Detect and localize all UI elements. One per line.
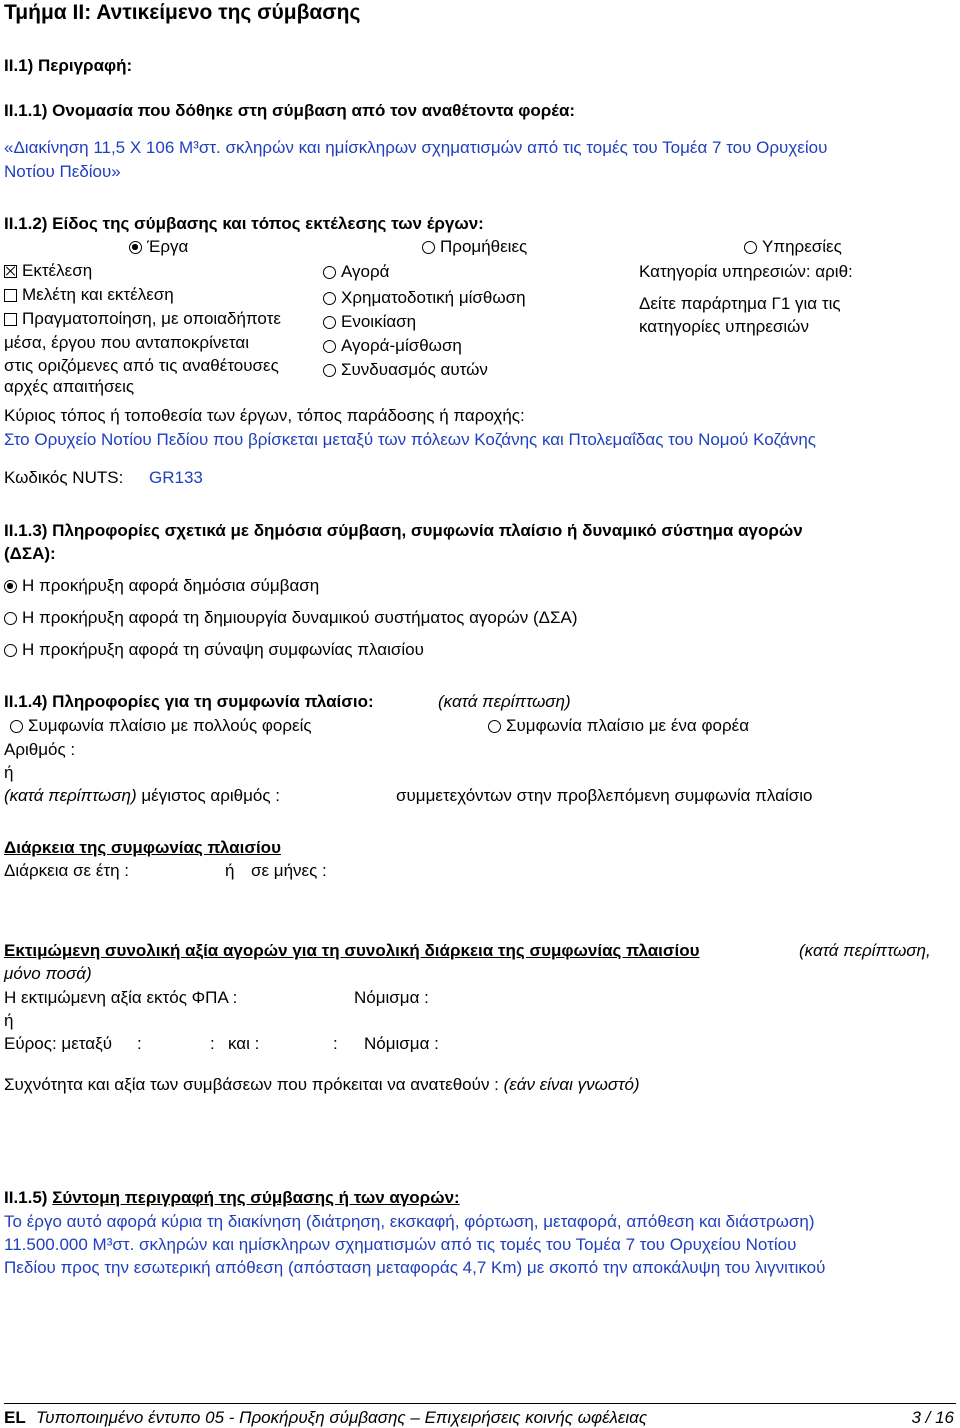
notice-dps[interactable] [4,608,578,628]
or-text: ή [4,763,14,782]
description-line3: Πεδίου προς την εσωτερική απόθεση (απόσταση μεταφοράς 4,7 Km) με σκοπό την αποκάλυψη του λιγνιτικού [4,1258,826,1277]
radio-empty-icon [488,720,501,733]
framework-single-label: Συμφωνία πλαίσιο με ένα φορέα [506,716,750,735]
radio-empty-icon [323,364,336,377]
works-design-execution-label: Μελέτη και εκτέλεση [22,285,174,304]
radio-empty-icon [422,241,435,254]
contract-name-line1: «Διακίνηση 11,5 Χ 106 Μ³στ. σκληρών και ημίσκληρων σχηματισμών από τις τομές του Τομέα 7 του Ορυχείου [4,138,828,157]
section-ii14-heading: ΙΙ.1.4) Πληροφορίες για τη συμφωνία πλαίσιο: [4,692,374,711]
works-realisation-line4: αρχές απαιτήσεις [4,377,135,396]
section-ii15-prefix: ΙΙ.1.5) [4,1188,48,1207]
radio-empty-icon [323,340,336,353]
supplies-hire-purchase-label: Αγορά-μίσθωση [341,336,462,355]
section-ii15-heading [4,1188,460,1208]
description-line1: Το έργο αυτό αφορά κύρια τη διακίνηση (διάτρηση, εκσκαφή, φόρτωση, μεταφορά, απόθεση και διάστρωση) [4,1212,815,1231]
range-between-label: Εύρος: μεταξύ [4,1034,112,1053]
value-ex-vat-label: Η εκτιμώμενη αξία εκτός ΦΠΑ : [4,988,238,1007]
location-value: Στο Ορυχείο Νοτίου Πεδίου που βρίσκεται μεταξύ των πόλεων Κοζάνης και Πτολεμαΐδας του Νομού Κοζάνης [4,430,816,449]
footer-divider [4,1403,956,1404]
type-services[interactable] [744,237,842,257]
services-category: Κατηγορία υπηρεσιών: αριθ: [639,262,853,281]
works-realisation-line2: μέσα, έργου που ανταποκρίνεται [4,333,250,352]
participants-label: συμμετεχόντων στην προβλεπόμενη συμφωνία πλαίσιο [396,786,813,805]
value-heading: Εκτιμώμενη συνολική αξία αγορών για τη συνολική διάρκεια της συμφωνίας πλαισίου [4,941,700,960]
radio-empty-icon [10,720,23,733]
works-execution[interactable] [4,261,92,281]
nuts-label: Κωδικός NUTS: [4,468,124,487]
value-or: ή [4,1011,14,1030]
radio-empty-icon [4,612,17,625]
type-supplies[interactable] [422,237,527,257]
range-colon-1: : [137,1034,142,1053]
type-works-label: Έργα [147,237,189,256]
supplies-purchase[interactable] [323,262,390,282]
max-number-label: μέγιστος αριθμός : [141,786,280,805]
nuts-value: GR133 [149,468,203,487]
framework-multiple-label: Συμφωνία πλαίσιο με πολλούς φορείς [28,716,312,735]
range-colon-3: : [333,1034,338,1053]
supplies-combination-label: Συνδυασμός αυτών [341,360,488,379]
frequency-row [4,1075,640,1095]
section-ii13-heading-line1: ΙΙ.1.3) Πληροφορίες σχετικά με δημόσια σύμβαση, συμφωνία πλαίσιο ή δυναμικό σύστημα αγορών [4,521,803,540]
framework-multiple[interactable] [10,716,312,736]
duration-years-label: Διάρκεια σε έτη : [4,861,130,880]
supplies-combination[interactable] [323,360,488,380]
checkbox-empty-icon [4,289,17,302]
section-title: Τμήμα ΙΙ: Αντικείμενο της σύμβασης [4,1,361,24]
services-annex-line1: Δείτε παράρτημα Γ1 για τις [639,294,841,313]
location-label: Κύριος τόπος ή τοποθεσία των έργων, τόπος παράδοσης ή παροχής: [4,406,525,425]
radio-empty-icon [323,316,336,329]
radio-empty-icon [4,644,17,657]
value-note-line1: (κατά περίπτωση, [799,941,931,960]
works-execution-label: Εκτέλεση [22,261,93,280]
supplies-hire-purchase[interactable] [323,336,462,356]
checkbox-empty-icon [4,313,17,326]
type-works[interactable] [129,237,188,257]
section-ii12-heading: ΙΙ.1.2) Είδος της σύμβασης και τόπος εκτέλεσης των έργων: [4,214,484,233]
supplies-leasing-label: Χρηματοδοτική μίσθωση [341,288,526,307]
range-currency-label: Νόμισμα : [364,1034,439,1053]
footer-text: Τυποποιημένο έντυπο 05 - Προκήρυξη σύμβασης – Επιχειρήσεις κοινής ωφέλειας [36,1408,648,1427]
max-number-row [4,786,280,806]
radio-selected-icon [129,241,142,254]
radio-selected-icon [4,580,17,593]
notice-framework[interactable] [4,640,424,660]
type-supplies-label: Προμήθειες [440,237,528,256]
description-line2: 11.500.000 Μ³στ. σκληρών και ημίσκληρων σχηματισμών από τις τομές του Τομέα 7 του Ορυχείου Νοτίου [4,1235,797,1254]
works-realisation[interactable] [4,309,281,329]
notice-public-contract-label: Η προκήρυξη αφορά δημόσια σύμβαση [22,576,320,595]
section-ii14-note: (κατά περίπτωση) [438,692,571,711]
type-services-label: Υπηρεσίες [762,237,842,256]
frequency-label: Συχνότητα και αξία των συμβάσεων που πρόκειται να ανατεθούν : [4,1075,499,1094]
section-ii13-heading-line2: (ΔΣΑ): [4,544,56,563]
range-colon-2: : [210,1034,215,1053]
supplies-rental[interactable] [323,312,416,332]
radio-empty-icon [323,266,336,279]
contract-name-line2: Νοτίου Πεδίου» [4,162,121,181]
section-ii15-title: Σύντομη περιγραφή της σύμβασης ή των αγορών: [52,1188,460,1207]
section-ii11-heading: ΙΙ.1.1) Ονομασία που δόθηκε στη σύμβαση από τον αναθέτοντα φορέα: [4,101,576,120]
works-design-execution[interactable] [4,285,174,305]
footer-page: 3 / 16 [911,1408,954,1427]
number-label: Αριθμός : [4,740,76,759]
supplies-leasing[interactable] [323,288,526,308]
frequency-note: (εάν είναι γνωστό) [503,1075,640,1094]
checkbox-checked-icon [4,265,17,278]
supplies-rental-label: Ενοικίαση [341,312,417,331]
radio-empty-icon [744,241,757,254]
services-annex-line2: κατηγορίες υπηρεσιών [639,317,809,336]
works-realisation-label: Πραγματοποίηση, με οποιαδήποτε [22,309,281,328]
notice-framework-label: Η προκήρυξη αφορά τη σύναψη συμφωνίας πλαισίου [22,640,424,659]
value-note-line2: μόνο ποσά) [4,964,92,983]
supplies-purchase-label: Αγορά [341,262,390,281]
case-note: (κατά περίπτωση) [4,786,137,805]
notice-dps-label: Η προκήρυξη αφορά τη δημιουργία δυναμικού συστήματος αγορών (ΔΣΑ) [22,608,578,627]
duration-heading: Διάρκεια της συμφωνίας πλαισίου [4,838,281,857]
footer-lang: EL [4,1408,26,1427]
works-realisation-line3: στις οριζόμενες από τις αναθέτουσες [4,356,279,375]
duration-or: ή [225,861,235,880]
duration-months-label: σε μήνες : [251,861,327,880]
framework-single[interactable] [488,716,749,736]
value-currency-label: Νόμισμα : [354,988,429,1007]
section-ii1-heading: ΙΙ.1) Περιγραφή: [4,56,133,75]
notice-public-contract[interactable] [4,576,319,596]
radio-empty-icon [323,292,336,305]
range-and-label: και : [228,1034,260,1053]
